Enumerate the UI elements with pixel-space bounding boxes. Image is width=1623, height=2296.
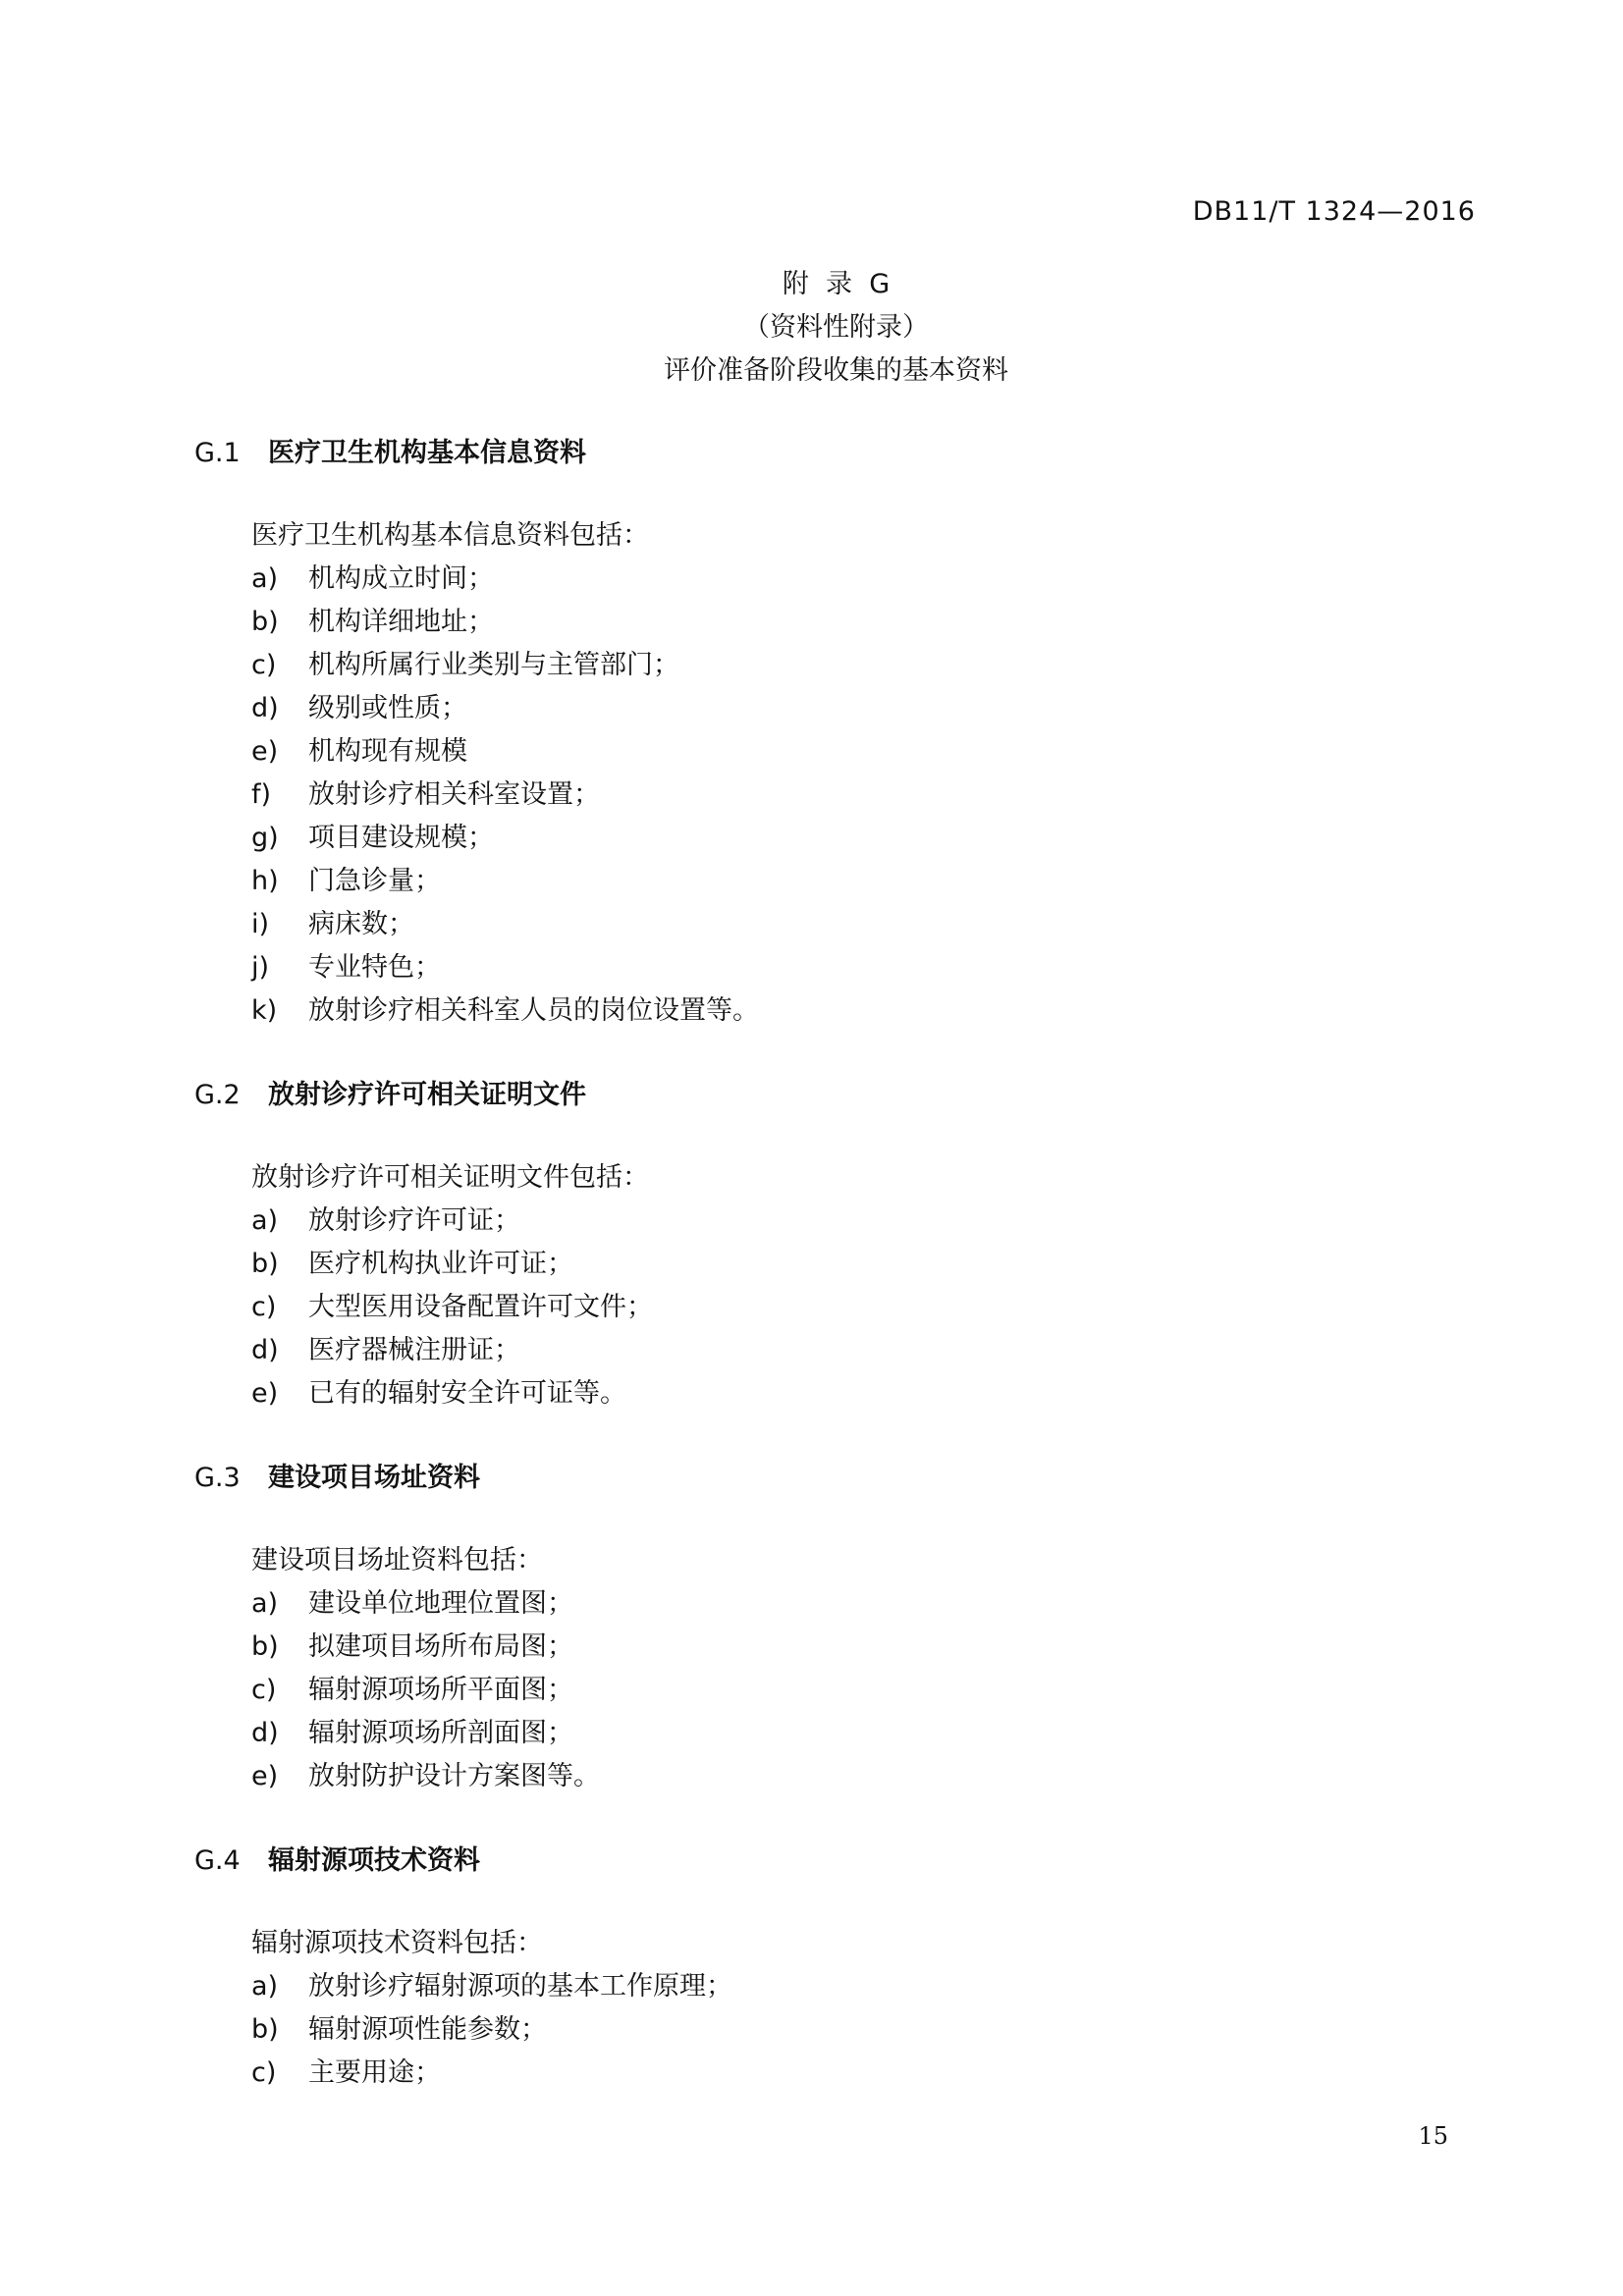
- list-item: [194, 817, 1490, 860]
- item-text: 机构成立时间；: [308, 563, 494, 594]
- item-mark: a): [251, 1971, 279, 2002]
- item-list: [194, 1200, 1490, 1415]
- item-list: [194, 1965, 1490, 2095]
- item-mark: d): [251, 1335, 279, 1365]
- list-item: [194, 1329, 1490, 1372]
- item-mark: b): [251, 1249, 279, 1279]
- item-mark: d): [251, 693, 279, 723]
- item-mark: f): [251, 779, 272, 810]
- item-mark: k): [251, 995, 278, 1026]
- section-heading: [194, 1074, 1490, 1117]
- item-text: 放射诊疗相关科室人员的岗位设置等。: [308, 995, 759, 1026]
- item-mark: c): [251, 1675, 277, 1705]
- item-text: 级别或性质；: [308, 693, 467, 723]
- appendix-subject: 评价准备阶段收集的基本资料: [664, 355, 1008, 386]
- list-item: [194, 1965, 1490, 2008]
- item-mark: a): [251, 1205, 279, 1236]
- item-mark: d): [251, 1718, 279, 1748]
- list-item: [194, 1626, 1490, 1669]
- item-mark: e): [251, 1378, 279, 1409]
- item-text: 辐射源项场所剖面图；: [308, 1718, 573, 1748]
- list-item: [194, 989, 1490, 1033]
- item-list: [194, 558, 1490, 1033]
- section-heading: [194, 1840, 1490, 1883]
- appendix-nature: （资料性附录）: [743, 312, 929, 343]
- list-item: [194, 1372, 1490, 1415]
- list-item: [194, 903, 1490, 946]
- list-item: [194, 644, 1490, 687]
- item-text: 机构所属行业类别与主管部门；: [308, 650, 679, 680]
- document-body: [194, 432, 1490, 2095]
- list-item: [194, 860, 1490, 903]
- item-mark: e): [251, 736, 279, 767]
- item-mark: h): [251, 866, 279, 896]
- item-text: 放射诊疗辐射源项的基本工作原理；: [308, 1971, 732, 2002]
- item-mark: b): [251, 607, 279, 637]
- item-mark: a): [251, 1588, 279, 1619]
- section-g2: [194, 1074, 1490, 1415]
- item-mark: j): [251, 952, 270, 983]
- item-mark: a): [251, 563, 279, 594]
- section-intro: 建设项目场址资料包括：: [251, 1545, 543, 1575]
- section-intro: 放射诊疗许可相关证明文件包括：: [251, 1162, 649, 1193]
- section-title: 建设项目场址资料: [268, 1463, 480, 1493]
- item-list: [194, 1582, 1490, 1798]
- item-text: 机构现有规模: [308, 736, 467, 767]
- list-item: [194, 1712, 1490, 1755]
- item-text: 专业特色；: [308, 952, 441, 983]
- section-number: G.1: [194, 438, 241, 468]
- list-item: [194, 1200, 1490, 1243]
- appendix-header: [0, 263, 1623, 393]
- document-id: DB11/T 1324—2016: [1192, 196, 1476, 227]
- page-number: 15: [1418, 2122, 1448, 2150]
- section-g1: [194, 432, 1490, 1033]
- section-title: 辐射源项技术资料: [268, 1845, 480, 1876]
- item-mark: e): [251, 1761, 279, 1791]
- item-text: 主要用途；: [308, 2057, 441, 2088]
- item-text: 项目建设规模；: [308, 823, 494, 853]
- list-item: [194, 1286, 1490, 1329]
- section-number: G.3: [194, 1463, 241, 1493]
- appendix-title: 附 录 G: [782, 269, 891, 299]
- item-mark: c): [251, 1292, 277, 1322]
- list-item: [194, 2052, 1490, 2095]
- section-title: 医疗卫生机构基本信息资料: [268, 438, 586, 468]
- section-title: 放射诊疗许可相关证明文件: [268, 1080, 586, 1110]
- section-heading: [194, 432, 1490, 475]
- item-text: 医疗机构执业许可证；: [308, 1249, 573, 1279]
- list-item: [194, 687, 1490, 730]
- item-mark: c): [251, 2057, 277, 2088]
- item-mark: g): [251, 823, 279, 853]
- item-text: 病床数；: [308, 909, 414, 939]
- item-mark: b): [251, 2014, 279, 2045]
- section-intro: 辐射源项技术资料包括：: [251, 1928, 543, 1958]
- item-text: 拟建项目场所布局图；: [308, 1631, 573, 1662]
- section-heading: [194, 1457, 1490, 1500]
- item-text: 门急诊量；: [308, 866, 441, 896]
- list-item: [194, 601, 1490, 644]
- section-number: G.4: [194, 1845, 241, 1876]
- item-text: 放射防护设计方案图等。: [308, 1761, 600, 1791]
- list-item: [194, 1243, 1490, 1286]
- item-text: 机构详细地址；: [308, 607, 494, 637]
- item-mark: b): [251, 1631, 279, 1662]
- section-number: G.2: [194, 1080, 241, 1110]
- item-mark: i): [251, 909, 270, 939]
- item-text: 大型医用设备配置许可文件；: [308, 1292, 653, 1322]
- list-item: [194, 1669, 1490, 1712]
- item-text: 辐射源项场所平面图；: [308, 1675, 573, 1705]
- list-item: [194, 774, 1490, 817]
- item-text: 辐射源项性能参数；: [308, 2014, 547, 2045]
- item-text: 放射诊疗相关科室设置；: [308, 779, 600, 810]
- item-mark: c): [251, 650, 277, 680]
- item-text: 放射诊疗许可证；: [308, 1205, 520, 1236]
- item-text: 已有的辐射安全许可证等。: [308, 1378, 626, 1409]
- item-text: 医疗器械注册证；: [308, 1335, 520, 1365]
- list-item: [194, 2008, 1490, 2052]
- item-text: 建设单位地理位置图；: [308, 1588, 573, 1619]
- list-item: [194, 1755, 1490, 1798]
- list-item: [194, 558, 1490, 601]
- section-g4: [194, 1840, 1490, 2095]
- list-item: [194, 730, 1490, 774]
- list-item: [194, 1582, 1490, 1626]
- section-g3: [194, 1457, 1490, 1798]
- section-intro: 医疗卫生机构基本信息资料包括：: [251, 520, 649, 551]
- list-item: [194, 946, 1490, 989]
